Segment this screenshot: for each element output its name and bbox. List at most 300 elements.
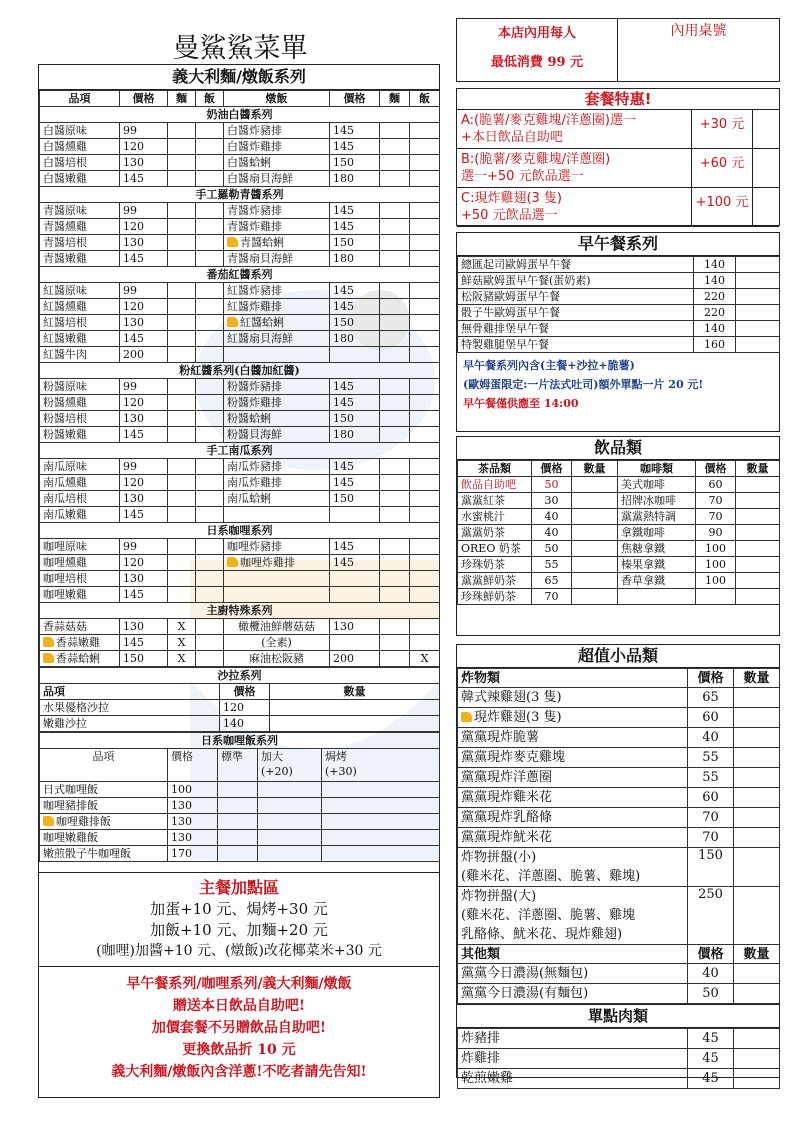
item-price: 150 bbox=[120, 651, 168, 667]
risotto-name bbox=[224, 427, 330, 443]
item-label: 黨黨現炸洋蔥圈 bbox=[461, 770, 553, 785]
noodle-check bbox=[168, 459, 196, 475]
column-header bbox=[322, 749, 440, 782]
rice-check bbox=[410, 619, 440, 635]
item-price: 100 bbox=[168, 782, 218, 798]
noodle-check bbox=[380, 651, 410, 667]
salad-header-row bbox=[40, 684, 440, 700]
risotto-price: 145 bbox=[330, 379, 380, 395]
noodle-check bbox=[168, 587, 196, 603]
rice-check: X bbox=[410, 651, 440, 667]
quantity-cell bbox=[736, 289, 780, 305]
item-price: 120 bbox=[220, 700, 270, 716]
item-label: 咖哩雞排飯 bbox=[56, 815, 111, 828]
thumbs-up-icon bbox=[43, 637, 54, 647]
standard-check bbox=[218, 846, 258, 862]
item-name: 粉醬原味 bbox=[40, 379, 120, 395]
rice-check bbox=[196, 235, 224, 251]
group-title: 日系咖哩飯系列 bbox=[40, 733, 440, 749]
item-price: 40 bbox=[688, 728, 734, 748]
quantity-cell bbox=[736, 557, 780, 573]
rice-check bbox=[196, 331, 224, 347]
note-line: 義大利麵/燉飯內含洋蔥!不吃者請先告知! bbox=[111, 1064, 367, 1080]
combo-item bbox=[457, 149, 779, 188]
menu-row bbox=[40, 507, 440, 523]
thumbs-up-icon bbox=[227, 557, 238, 567]
tea-name: 珍珠奶茶 bbox=[458, 557, 532, 573]
item-name bbox=[40, 814, 168, 830]
group-title: 番茄紅醬系列 bbox=[40, 267, 440, 283]
risotto-price: 145 bbox=[330, 139, 380, 155]
risotto-name bbox=[224, 315, 330, 331]
item-label: 黨黨現炸脆薯 bbox=[461, 730, 540, 745]
rice-check bbox=[410, 427, 440, 443]
tea-price: 40 bbox=[532, 525, 572, 541]
item-price: 60 bbox=[688, 708, 734, 728]
snacks-title: 超值小品類 bbox=[457, 645, 779, 668]
risotto-price: 200 bbox=[330, 651, 380, 667]
quantity-cell bbox=[572, 589, 618, 605]
risotto-price: 150 bbox=[330, 491, 380, 507]
risotto-name bbox=[224, 395, 330, 411]
quantity-cell bbox=[734, 848, 780, 887]
coffee-price: 70 bbox=[696, 493, 736, 509]
item-price: 99 bbox=[120, 379, 168, 395]
column-header: 價格 bbox=[120, 91, 168, 107]
rice-check bbox=[410, 219, 440, 235]
item-label: 香蒜蛤蜊 bbox=[56, 652, 100, 665]
risotto-name bbox=[224, 379, 330, 395]
quantity-cell bbox=[734, 808, 780, 828]
note-line: 贈送本日飲品自助吧! bbox=[172, 998, 306, 1014]
item-price: 55 bbox=[688, 768, 734, 788]
risotto-price: 145 bbox=[330, 123, 380, 139]
item-price: 130 bbox=[120, 619, 168, 635]
rice-check bbox=[196, 539, 224, 555]
quantity-cell bbox=[734, 688, 780, 708]
noodle-check bbox=[380, 251, 410, 267]
rice-check bbox=[196, 203, 224, 219]
risotto-label: 青醬扇貝海鮮 bbox=[227, 252, 293, 265]
item-name: 南瓜燻雞 bbox=[40, 475, 120, 491]
rice-check bbox=[196, 155, 224, 171]
risotto-price: 145 bbox=[330, 475, 380, 491]
item-price: 60 bbox=[688, 788, 734, 808]
quantity-cell bbox=[736, 305, 780, 321]
noodle-check: X bbox=[168, 635, 196, 651]
item-label: 香蒜嫩雞 bbox=[56, 636, 100, 649]
item-name: 粉醬培根 bbox=[40, 411, 120, 427]
rice-check bbox=[196, 571, 224, 587]
item-price: 130 bbox=[120, 235, 168, 251]
item-name: 炸豬排 bbox=[458, 1029, 688, 1049]
item-name: 嫩雞沙拉 bbox=[40, 716, 220, 732]
addon-line: 加飯+10 元、加麵+20 元 bbox=[150, 921, 328, 939]
tea-price: 30 bbox=[532, 493, 572, 509]
column-header bbox=[218, 749, 258, 782]
item-name: 咖哩原味 bbox=[40, 539, 120, 555]
brunch-section bbox=[456, 232, 780, 432]
rice-check bbox=[410, 235, 440, 251]
menu-row bbox=[40, 700, 440, 716]
item-name: 青醬原味 bbox=[40, 203, 120, 219]
item-name: 紅醬嫩雞 bbox=[40, 331, 120, 347]
item-name: 青醬嫩雞 bbox=[40, 251, 120, 267]
quantity-cell bbox=[736, 321, 780, 337]
item-price: 140 bbox=[694, 321, 736, 337]
coffee-name: 榛果拿鐵 bbox=[618, 557, 696, 573]
combo-line: +50 元飲品選一 bbox=[461, 208, 558, 223]
risotto-name bbox=[224, 459, 330, 475]
quantity-cell bbox=[736, 525, 780, 541]
risotto-name: (全素) bbox=[224, 635, 330, 651]
quantity-cell bbox=[736, 541, 780, 557]
menu-row bbox=[40, 475, 440, 491]
risotto-name bbox=[224, 331, 330, 347]
rice-check bbox=[196, 171, 224, 187]
risotto-name bbox=[224, 123, 330, 139]
risotto-label: 白醬扇貝海鮮 bbox=[227, 172, 293, 185]
combo-line: 選一+50 元飲品選一 bbox=[461, 169, 584, 184]
brunch-note: (歐姆蛋限定:一片法式吐司)額外單點一片 20 元! bbox=[463, 378, 704, 391]
item-label: 香蒜菇菇 bbox=[43, 620, 87, 633]
risotto-name bbox=[224, 475, 330, 491]
menu-row bbox=[458, 1069, 780, 1089]
quantity-cell bbox=[734, 964, 780, 984]
risotto-name bbox=[224, 283, 330, 299]
item-name: 白醬燻雞 bbox=[40, 139, 120, 155]
noodle-check bbox=[380, 219, 410, 235]
risotto-name bbox=[224, 139, 330, 155]
noodle-check bbox=[380, 507, 410, 523]
risotto-price: 180 bbox=[330, 427, 380, 443]
item-name: 總匯起司歐姆蛋早午餐 bbox=[458, 257, 694, 273]
item-label: 黨黨現炸麥克雞塊 bbox=[461, 750, 566, 765]
group-title: 日系咖哩系列 bbox=[40, 523, 440, 539]
rice-check bbox=[196, 299, 224, 315]
item-price: 145 bbox=[120, 171, 168, 187]
large-check bbox=[258, 782, 322, 798]
noodle-check bbox=[168, 475, 196, 491]
brunch-table bbox=[457, 256, 780, 353]
risotto-label: 青醬蛤蜊 bbox=[240, 236, 284, 249]
risotto-price: 180 bbox=[330, 251, 380, 267]
rice-check bbox=[410, 155, 440, 171]
risotto-name bbox=[224, 571, 330, 587]
item-name bbox=[458, 688, 688, 708]
noodle-check bbox=[380, 139, 410, 155]
item-name bbox=[40, 830, 168, 846]
thumbs-up-icon bbox=[227, 317, 238, 327]
menu-row bbox=[458, 808, 780, 828]
rice-check bbox=[410, 539, 440, 555]
rice-check bbox=[196, 123, 224, 139]
quantity-cell bbox=[736, 509, 780, 525]
item-name bbox=[458, 748, 688, 768]
rice-check bbox=[410, 635, 440, 651]
thumbs-up-icon bbox=[43, 816, 54, 826]
snacks-table bbox=[457, 668, 780, 1004]
coffee-price: 100 bbox=[696, 557, 736, 573]
menu-row bbox=[458, 748, 780, 768]
platter-line: 乳酪條、魷米花、現炸雞翅) bbox=[461, 927, 623, 942]
drinks-header-row bbox=[458, 461, 780, 477]
platter-name bbox=[458, 848, 688, 887]
pasta-header: 義大利麵/燉飯系列 bbox=[39, 65, 439, 90]
menu-row bbox=[458, 557, 780, 573]
group-row bbox=[40, 733, 440, 749]
risotto-name bbox=[224, 219, 330, 235]
menu-row bbox=[40, 219, 440, 235]
item-price: 99 bbox=[120, 459, 168, 475]
risotto-price: 145 bbox=[330, 555, 380, 571]
item-price: 50 bbox=[688, 984, 734, 1004]
column-header: 數量 bbox=[270, 684, 440, 700]
menu-row bbox=[458, 509, 780, 525]
quantity-cell bbox=[736, 589, 780, 605]
item-price: 45 bbox=[688, 1029, 734, 1049]
noodle-check bbox=[168, 395, 196, 411]
item-price: 170 bbox=[168, 846, 218, 862]
tea-name: 飲品自助吧 bbox=[458, 477, 532, 493]
gratin-check bbox=[322, 830, 440, 846]
quantity-cell bbox=[734, 728, 780, 748]
menu-row bbox=[458, 984, 780, 1004]
quantity-cell bbox=[736, 257, 780, 273]
noodle-check bbox=[168, 539, 196, 555]
item-price: 120 bbox=[120, 475, 168, 491]
quantity-cell bbox=[736, 477, 780, 493]
menu-row bbox=[40, 651, 440, 667]
risotto-price: 150 bbox=[330, 235, 380, 251]
item-name bbox=[40, 846, 168, 862]
item-price: 65 bbox=[688, 688, 734, 708]
risotto-label: 南瓜炸豬排 bbox=[227, 460, 282, 473]
column-header: 數量 bbox=[734, 945, 780, 964]
pasta-table bbox=[39, 90, 440, 667]
item-price: 145 bbox=[120, 587, 168, 603]
risotto-name bbox=[224, 539, 330, 555]
snacks-header-row bbox=[458, 945, 780, 964]
group-row bbox=[40, 603, 440, 619]
item-price: 120 bbox=[120, 219, 168, 235]
menu-row bbox=[458, 828, 780, 848]
rice-check bbox=[196, 619, 224, 635]
gratin-check bbox=[322, 814, 440, 830]
item-name bbox=[40, 635, 120, 651]
menu-row bbox=[458, 541, 780, 557]
item-price: 130 bbox=[120, 315, 168, 331]
quantity-cell bbox=[734, 828, 780, 848]
noodle-check bbox=[380, 171, 410, 187]
risotto-name: 橄欖油鮮蘑菇菇 bbox=[224, 619, 330, 635]
risotto-name bbox=[224, 203, 330, 219]
noodle-check bbox=[168, 139, 196, 155]
risotto-label: 白醬炸豬排 bbox=[227, 124, 282, 137]
menu-row bbox=[458, 273, 780, 289]
menu-row bbox=[40, 619, 440, 635]
menu-row bbox=[40, 798, 440, 814]
item-name: 松阪豬歐姆蛋早午餐 bbox=[458, 289, 694, 305]
rice-check bbox=[410, 347, 440, 363]
brunch-title: 早午餐系列 bbox=[457, 233, 779, 256]
addon-line: 加蛋+10 元、焗烤+30 元 bbox=[150, 900, 328, 918]
menu-row bbox=[40, 427, 440, 443]
rice-check bbox=[196, 587, 224, 603]
item-price: 145 bbox=[120, 635, 168, 651]
column-label: 加大 bbox=[261, 750, 283, 763]
rice-check bbox=[196, 651, 224, 667]
menu-row bbox=[458, 525, 780, 541]
item-price: 130 bbox=[168, 830, 218, 846]
menu-row bbox=[458, 493, 780, 509]
noodle-check bbox=[168, 299, 196, 315]
column-header: 價格 bbox=[220, 684, 270, 700]
item-name: 南瓜培根 bbox=[40, 491, 120, 507]
thumbs-up-icon bbox=[227, 237, 238, 247]
risotto-name bbox=[224, 155, 330, 171]
column-label: 價格 bbox=[171, 750, 193, 763]
risotto-price bbox=[330, 587, 380, 603]
column-header: 其他類 bbox=[458, 945, 688, 964]
item-price: 130 bbox=[120, 155, 168, 171]
item-label: 嫩煎骰子牛咖哩飯 bbox=[43, 847, 131, 860]
quantity-cell bbox=[572, 509, 618, 525]
noodle-check bbox=[380, 539, 410, 555]
item-price: 120 bbox=[120, 555, 168, 571]
item-label: 黨黨現炸乳酪條 bbox=[461, 810, 553, 825]
drinks-title: 飲品類 bbox=[457, 437, 779, 460]
item-label: 咖哩豬排飯 bbox=[43, 799, 98, 812]
rice-check bbox=[196, 555, 224, 571]
rice-check bbox=[410, 203, 440, 219]
risotto-label: 粉醬蛤蜊 bbox=[227, 412, 271, 425]
item-name: 黨黨今日濃湯(無麵包) bbox=[458, 964, 688, 984]
item-name: 紅醬原味 bbox=[40, 283, 120, 299]
tea-name: 黨黨奶茶 bbox=[458, 525, 532, 541]
coffee-name: 美式咖啡 bbox=[618, 477, 696, 493]
noodle-check bbox=[168, 123, 196, 139]
menu-row bbox=[40, 555, 440, 571]
tea-price: 40 bbox=[532, 509, 572, 525]
noodle-check bbox=[380, 283, 410, 299]
menu-row bbox=[40, 587, 440, 603]
drinks-section bbox=[456, 436, 780, 636]
menu-row bbox=[40, 635, 440, 651]
coffee-name bbox=[618, 589, 696, 605]
combo-text bbox=[457, 188, 692, 226]
item-name bbox=[40, 782, 168, 798]
rice-check bbox=[410, 459, 440, 475]
quantity-cell bbox=[736, 273, 780, 289]
item-name: 白醬嫩雞 bbox=[40, 171, 120, 187]
risotto-label: 青醬炸豬排 bbox=[227, 204, 282, 217]
group-row bbox=[40, 187, 440, 203]
risotto-label: 青醬炸雞排 bbox=[227, 220, 282, 233]
quantity-cell bbox=[736, 493, 780, 509]
item-name: 南瓜原味 bbox=[40, 459, 120, 475]
noodle-check bbox=[168, 571, 196, 587]
group-title: 沙拉系列 bbox=[40, 668, 440, 684]
rice-check bbox=[410, 315, 440, 331]
item-price: 70 bbox=[688, 828, 734, 848]
combo-title: 套餐特惠! bbox=[457, 89, 779, 110]
item-label: 日式咖哩飯 bbox=[43, 783, 98, 796]
noodle-check bbox=[380, 427, 410, 443]
risotto-label: 白醬蛤蜊 bbox=[227, 156, 271, 169]
item-name: 乾煎嫩雞 bbox=[458, 1069, 688, 1089]
noodle-check bbox=[168, 411, 196, 427]
tea-price: 50 bbox=[532, 477, 572, 493]
column-header: 炸物類 bbox=[458, 669, 688, 688]
addon-line: (咖哩)加醬+10 元、(燉飯)改花椰菜米+30 元 bbox=[96, 943, 382, 959]
item-price: 120 bbox=[120, 395, 168, 411]
rice-check bbox=[410, 139, 440, 155]
combo-text bbox=[457, 149, 692, 187]
platter-row bbox=[458, 887, 780, 945]
menu-row bbox=[458, 289, 780, 305]
menu-row bbox=[40, 171, 440, 187]
risotto-name bbox=[224, 299, 330, 315]
thumbs-up-icon bbox=[43, 653, 54, 663]
noodle-check bbox=[168, 331, 196, 347]
rice-check bbox=[410, 491, 440, 507]
risotto-label: 咖哩炸雞排 bbox=[240, 556, 295, 569]
column-header: 品項 bbox=[40, 684, 220, 700]
curry-table bbox=[39, 732, 440, 862]
combo-text bbox=[457, 110, 692, 148]
addon-title: 主餐加點區 bbox=[198, 878, 279, 897]
risotto-label: 紅醬蛤蜊 bbox=[240, 316, 284, 329]
noodle-check bbox=[380, 379, 410, 395]
item-name bbox=[458, 828, 688, 848]
noodle-check bbox=[380, 555, 410, 571]
rice-check bbox=[196, 635, 224, 651]
rice-check bbox=[410, 507, 440, 523]
rice-check bbox=[410, 555, 440, 571]
risotto-price: 150 bbox=[330, 411, 380, 427]
menu-row bbox=[458, 788, 780, 808]
menu-row bbox=[458, 337, 780, 353]
menu-row bbox=[40, 846, 440, 862]
coffee-name: 拿鐵咖啡 bbox=[618, 525, 696, 541]
column-header: 價格 bbox=[532, 461, 572, 477]
brunch-note: 早午餐僅供應至 14:00 bbox=[463, 397, 579, 410]
tea-price: 65 bbox=[532, 573, 572, 589]
group-title: 奶油白醬系列 bbox=[40, 107, 440, 123]
noodle-check bbox=[380, 635, 410, 651]
noodle-check bbox=[168, 155, 196, 171]
rice-check bbox=[196, 507, 224, 523]
coffee-price bbox=[696, 589, 736, 605]
menu-row bbox=[40, 459, 440, 475]
rice-check bbox=[410, 395, 440, 411]
platter-line: (雞米花、洋蔥圈、脆薯、雞塊 bbox=[461, 908, 636, 923]
risotto-price: 145 bbox=[330, 539, 380, 555]
risotto-label: 白醬炸雞排 bbox=[227, 140, 282, 153]
risotto-name bbox=[224, 251, 330, 267]
noodle-check bbox=[380, 571, 410, 587]
coffee-price: 70 bbox=[696, 509, 736, 525]
noodle-check bbox=[380, 347, 410, 363]
item-price: 99 bbox=[120, 283, 168, 299]
platter-row bbox=[458, 848, 780, 887]
item-label: 現炸雞翅(3 隻) bbox=[474, 710, 562, 725]
rice-check bbox=[410, 331, 440, 347]
min-spend-line2: 最低消費 99 元 bbox=[490, 55, 584, 70]
item-price: 45 bbox=[688, 1069, 734, 1089]
noodle-check bbox=[380, 475, 410, 491]
